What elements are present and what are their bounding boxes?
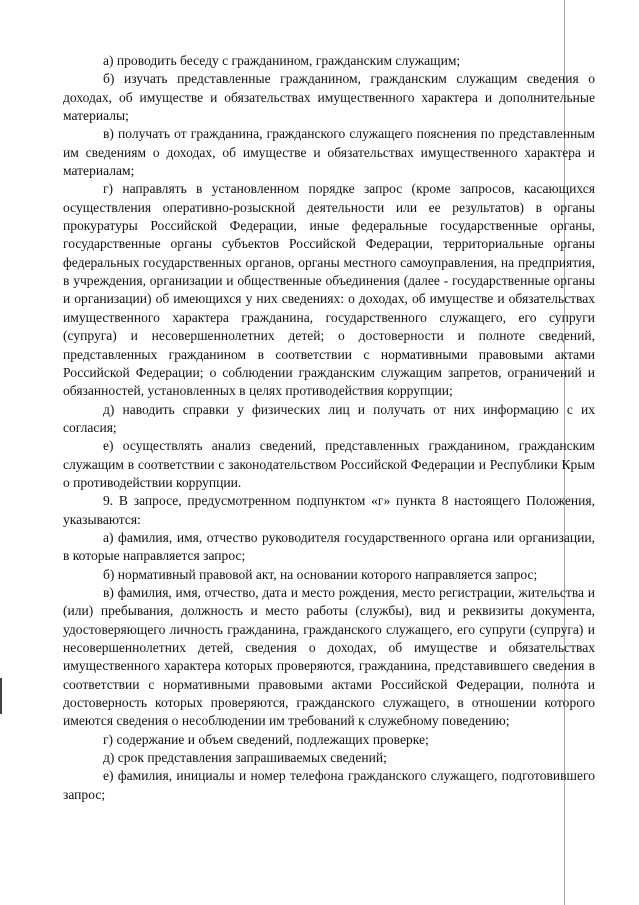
paragraph-9g-scope: г) содержание и объем сведений, подлежащих проверке; bbox=[103, 731, 429, 747]
paragraph-9a-head-name: а) фамилия, имя, отчество руководителя государственного органа или организации, в которые направляется запрос; bbox=[63, 529, 595, 564]
paragraph-9v-personal-data: в) фамилия, имя, отчество, дата и место рождения, место регистрации, жительства и (или) пребывания, должность и место работы (службы), вид и реквизиты документа, удостоверяющего личность гражданина, гражданского служащего, его супруги (супруга) и несовершеннолетних детей, сведения о доходах, об имуществе и обязательствах имущественного характера которых проверяются, гражданина, представившего сведения в соответствии с нормативными правовыми актами Российской Федерации, полнота и достоверность которых проверяются, гражданского служащего, в отношении которого имеются сведения о несоблюдении им требований к служебному поведению; bbox=[63, 584, 595, 729]
paragraph-9e-preparer: е) фамилия, инициалы и номер телефона гражданского служащего, подготовившего запрос; bbox=[63, 768, 595, 802]
paragraph-9d-deadline: д) срок представления запрашиваемых сведений; bbox=[103, 750, 387, 766]
paragraph-b-study-info: б) изучать представленные гражданином, гражданским служащим сведения о доходах, об имуществе и обязательствах имущественного характера и дополнительные материалы; bbox=[63, 71, 595, 124]
paragraph-d-inquiries: д) наводить справки у физических лиц и получать от них информацию с их согласия; bbox=[63, 401, 595, 435]
paragraph-g-requests: г) направлять в установленном порядке запрос (кроме запросов, касающихся осуществления оперативно-розыскной деятельности или ее результатов) в органы прокуратуры Российской Федерации, иные федеральные государственные органы, государственные органы субъектов Российской Федерации, территориальные органы федеральных государственных органов, органы местного самоуправления, на предприятия, в учреждения, организации и общественные объединения (далее - государственные органы и организации) об имеющихся у них сведениях: о доходах, об имуществе и обязательствах имущественного характера гражданина, государственного служащего, его супруги (супруга) и несовершеннолетних детей; о достоверности и полноте сведений, представленных гражданином в соответствии с нормативными правовыми актами Российской Федерации; о соблюдении гражданским служащим запретов, ограничений и обязанностей, установленных в целях противодействия коррупции; bbox=[63, 181, 595, 399]
paragraph-v-explanations: в) получать от гражданина, гражданского служащего пояснения по представленным им сведениям о доходах, об имуществе и обязательствах имущественного характера и материалам; bbox=[63, 126, 595, 179]
paragraph-e-analysis: е) осуществлять анализ сведений, представленных гражданином, гражданским служащим в соответствии с законодательством Российской Федерации и Республики Крым о противодействии коррупции. bbox=[63, 438, 595, 490]
paragraph-a-conversation: а) проводить беседу с гражданином, гражданским служащим; bbox=[103, 53, 461, 68]
document-page bbox=[63, 52, 595, 804]
paragraph-9-request-contents: 9. В запросе, предусмотренном подпунктом «г» пункта 8 настоящего Положения, указываются: bbox=[63, 493, 595, 527]
paragraph-9b-legal-act: б) нормативный правовой акт, на основании которого направляется запрос; bbox=[103, 566, 538, 582]
scan-edge-mark bbox=[0, 678, 2, 714]
